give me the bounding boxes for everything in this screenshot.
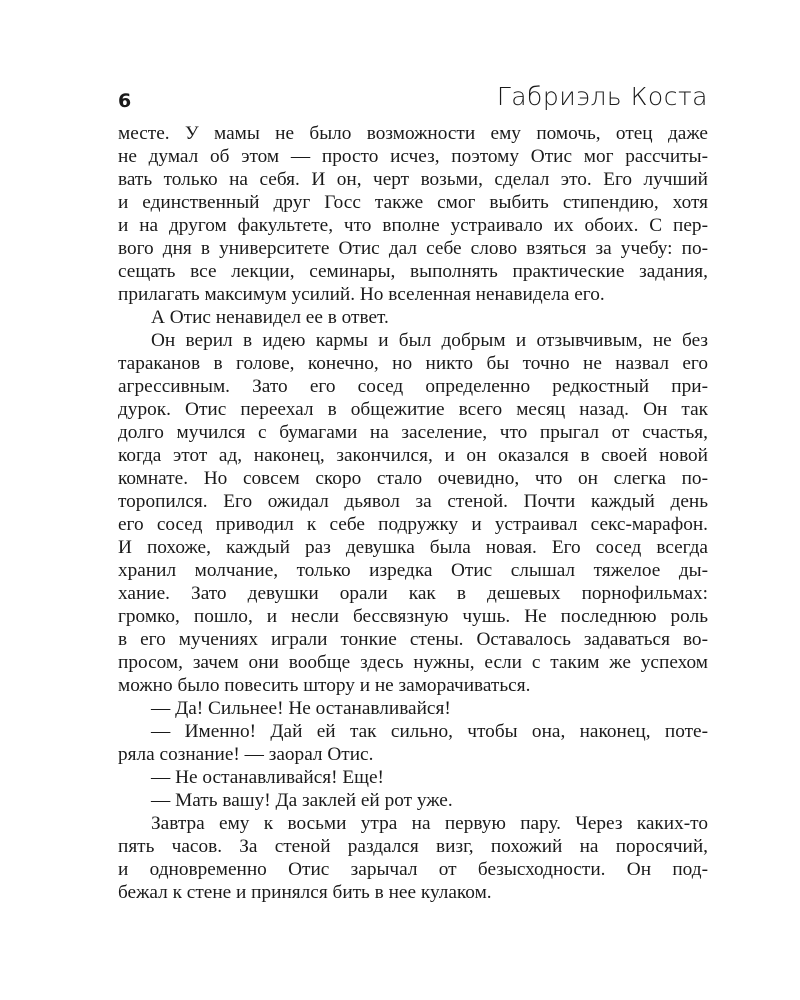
page-header (118, 82, 708, 118)
text-line: его сосед приводил к себе подружку и устраивал секс-марафон. (118, 514, 708, 535)
text-line: дурок. Отис переехал в общежитие всего месяц назад. Он так (118, 399, 708, 420)
text-line: когда этот ад, наконец, закончился, и он оказался в своей новой (118, 445, 708, 466)
running-title: Габриэль Коста (496, 82, 708, 111)
text-line: пять часов. За стеной раздался визг, похожий на поросячий, (118, 836, 708, 857)
page-body-text (118, 122, 708, 904)
text-line: можно было повесить штору и не заморачиваться. (118, 675, 531, 696)
text-line: торопился. Его ожидал дьявол за стеной. Почти каждый день (118, 491, 708, 512)
text-line: вать только на себя. И он, черт возьми, сделал это. Его лучший (118, 169, 708, 190)
text-line: агрессивным. Зато его сосед определенно редкостный при- (118, 376, 708, 397)
text-line: не думал об этом — просто исчез, поэтому Отис мог рассчиты- (118, 146, 708, 167)
text-line: хранил молчание, только изредка Отис слышал тяжелое ды- (118, 560, 708, 581)
text-line: И похоже, каждый раз девушка была новая. Его сосед всегда (118, 537, 708, 558)
text-line: и единственный друг Госс также смог выбить стипендию, хотя (118, 192, 708, 213)
text-line: — Не останавливайся! Еще! (151, 767, 384, 788)
text-line: бежал к стене и принялся бить в нее кулаком. (118, 882, 492, 903)
text-line: А Отис ненавидел ее в ответ. (151, 307, 389, 328)
text-line: Завтра ему к восьми утра на первую пару. Через каких-то (151, 813, 708, 834)
text-line: сещать все лекции, семинары, выполнять практические задания, (118, 261, 708, 282)
text-line: вого дня в университете Отис дал себе слово взяться за учебу: по- (118, 238, 708, 259)
text-line: хание. Зато девушки орали как в дешевых порнофильмах: (118, 583, 708, 604)
text-line: — Именно! Дай ей так сильно, чтобы она, наконец, поте- (151, 721, 708, 742)
text-line: и на другом факультете, что вполне устраивало их обоих. С пер- (118, 215, 708, 236)
text-line: месте. У мамы не было возможности ему помочь, отец даже (118, 123, 708, 144)
text-line: прилагать максимум усилий. Но вселенная ненавидела его. (118, 284, 605, 305)
text-line: долго мучился с бумагами на заселение, что прыгал от счастья, (118, 422, 708, 443)
text-line: громко, пошло, и несли бессвязную чушь. Не последнюю роль (118, 606, 708, 627)
text-line: комнате. Но совсем скоро стало очевидно, что он слегка по- (118, 468, 708, 489)
text-line: — Да! Сильнее! Не останавливайся! (151, 698, 451, 719)
text-line: Он верил в идею кармы и был добрым и отзывчивым, не без (151, 330, 708, 351)
text-line: тараканов в голове, конечно, но никто бы точно не назвал его (118, 353, 708, 374)
text-line: в его мучениях играли тонкие стены. Оставалось задаваться во- (118, 629, 708, 650)
page-number: 6 (118, 90, 132, 112)
text-line: и одновременно Отис зарычал от безысходности. Он под- (118, 859, 708, 880)
text-line: ряла сознание! — заорал Отис. (118, 744, 374, 765)
text-line: — Мать вашу! Да заклей ей рот уже. (151, 790, 453, 811)
text-line: просом, зачем они вообще здесь нужны, если с таким же успехом (118, 652, 708, 673)
